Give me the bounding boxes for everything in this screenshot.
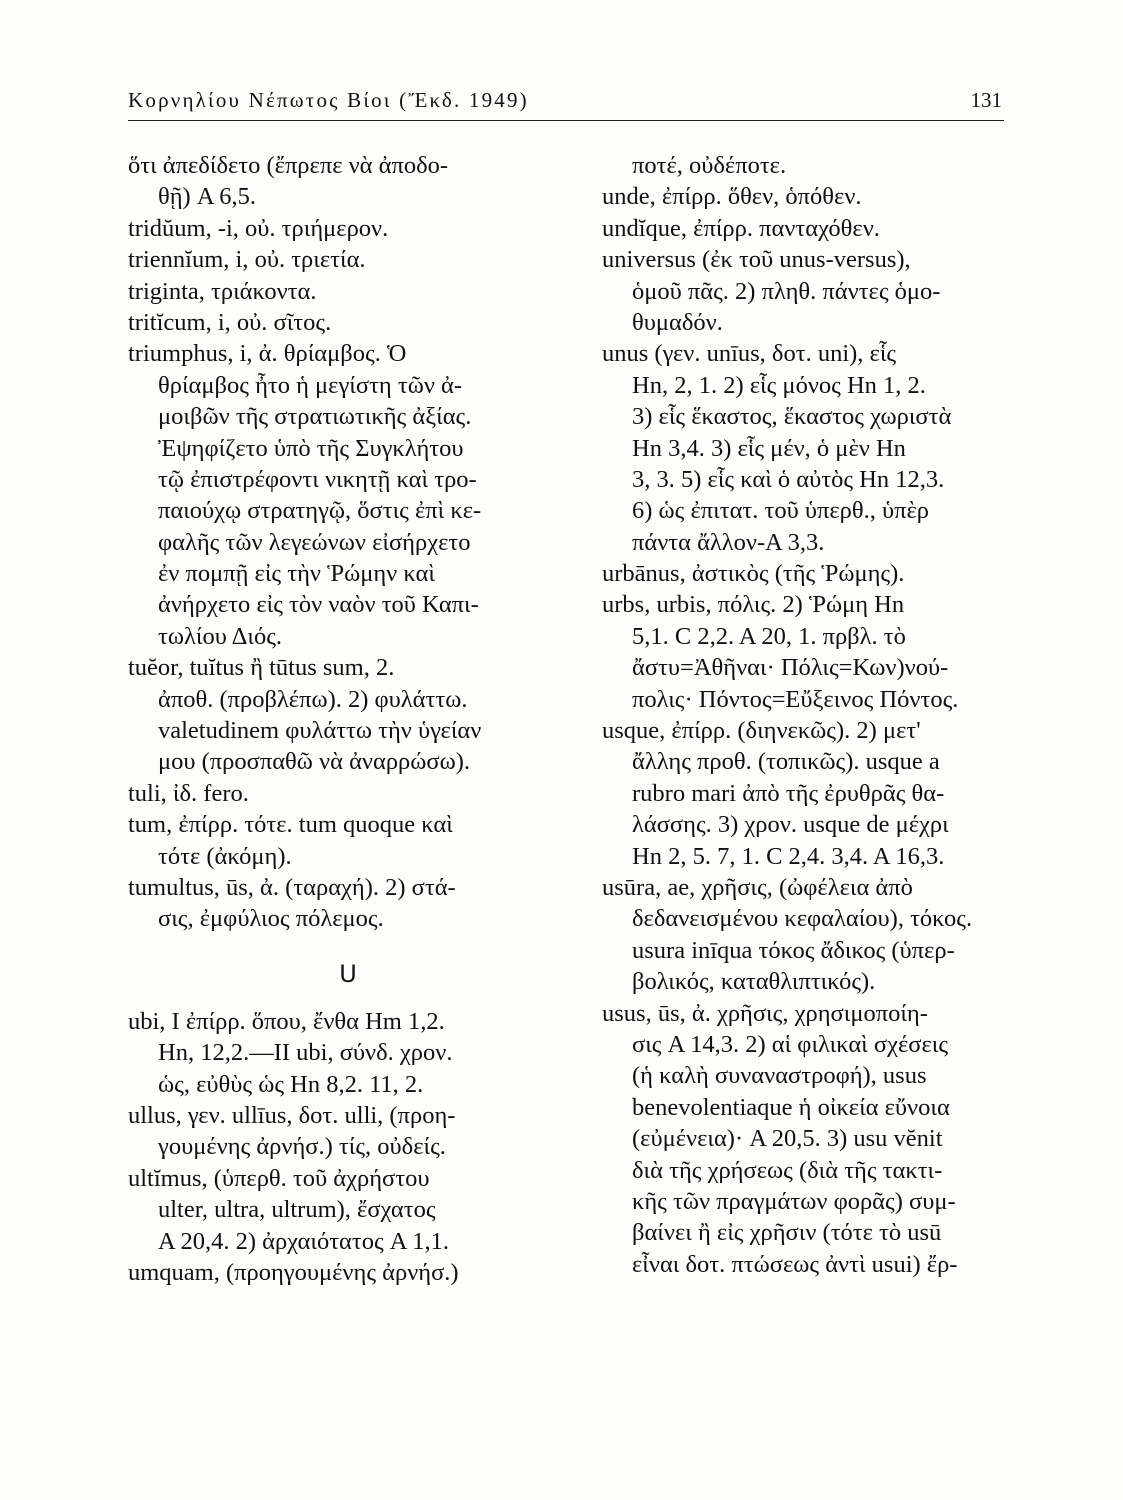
entry-line: γουμένης ἀρνήσ.) τίς, οὐδείς.	[158, 1133, 446, 1161]
entry-line: βαίνει ἢ εἰς χρῆσιν (τότε τὸ usū	[632, 1219, 942, 1247]
entry-line: triennĭum, i, οὐ. τριετία.	[128, 246, 366, 274]
entry-line: ἐν πομπῇ εἰς τὴν Ῥώμην καὶ	[158, 560, 435, 588]
entry-line: παιούχῳ στρατηγῷ, ὅστις ἐπὶ κε-	[158, 497, 482, 525]
entry-line: usura inīqua τόκος ἄδικος (ὑπερ-	[632, 936, 955, 964]
entry-line: usque, ἐπίρρ. (διηνεκῶς). 2) μετ'	[602, 717, 921, 745]
entry-line: tuĕor, tuĭtus ἢ tūtus sum, 2.	[128, 654, 395, 682]
entry-line: ἄστυ=Ἀθῆναι· Πόλις=Κων)νού-	[632, 654, 949, 682]
entry-line: πάντα ἄλλον-A 3,3.	[632, 528, 825, 556]
entry-line: ultĭmus, (ὑπερθ. τοῦ ἀχρήστου	[128, 1164, 430, 1192]
entry-line: urbānus, ἀστικὸς (τῆς Ῥώμης).	[602, 560, 905, 588]
entry-line: unus (γεν. unīus, δοτ. uni), εἷς	[602, 340, 897, 368]
entry-line: universus (ἐκ τοῦ unus-versus),	[602, 246, 911, 274]
entry-line: tridŭum, -i, οὐ. τριήμερον.	[128, 214, 389, 242]
entry-line: triumphus, i, ἀ. θρίαμβος. Ὁ	[128, 340, 407, 368]
entry-line: rubro mari ἀπὸ τῆς ἐρυθρᾶς θα-	[632, 779, 945, 807]
entry-line: ubi, I ἐπίρρ. ὅπου, ἔνθα Hm 1,2.	[128, 1007, 445, 1035]
entry-line: θῇ) A 6,5.	[158, 183, 257, 211]
entry-line: tritĭcum, i, οὐ. σῖτος.	[128, 308, 332, 336]
entry-line: Hn 3,4. 3) εἷς μέν, ὁ μὲν Hn	[632, 434, 906, 462]
entry-line: βολικός, καταθλιπτικός).	[632, 968, 876, 996]
entry-line: θρίαμβος ἦτο ἡ μεγίστη τῶν ἀ-	[158, 371, 463, 399]
entry-line: πολις· Πόντος=Εὔξεινος Πόντος.	[632, 685, 959, 713]
entry-line: undĭque, ἐπίρρ. πανταχόθεν.	[602, 214, 880, 242]
entry-line: δεδανεισμένου κεφαλαίου), τόκος.	[632, 905, 973, 933]
entry-line: urbs, urbis, πόλις. 2) Ῥώμη Hn	[602, 591, 905, 619]
entry-line: 6) ὡς ἐπιτατ. τοῦ ὑπερθ., ὑπὲρ	[632, 497, 930, 525]
entry-line: valetudinem φυλάττω τὴν ὑγείαν	[158, 717, 482, 745]
page-number: 131	[970, 88, 1002, 112]
entry-line: Hn, 2, 1. 2) εἷς μόνος Hn 1, 2.	[632, 371, 926, 399]
entry-line: σις A 14,3. 2) αἱ φιλικαὶ σχέσεις	[632, 1030, 949, 1058]
entry-line: triginta, τριάκοντα.	[128, 277, 317, 305]
entry-line: ὡς, εὐθὺς ὡς Hn 8,2. 11, 2.	[158, 1070, 424, 1098]
entry-line: Hn 2, 5. 7, 1. C 2,4. 3,4. A 16,3.	[632, 842, 945, 870]
entry-line: A 20,4. 2) ἀρχαιότατος A 1,1.	[158, 1227, 450, 1255]
entry-line: 3) εἷς ἕκαστος, ἕκαστος χωριστὰ	[632, 403, 952, 431]
entry-line: διὰ τῆς χρήσεως (διὰ τῆς τακτι-	[632, 1156, 943, 1184]
entry-line: unde, ἐπίρρ. ὅθεν, ὁπόθεν.	[602, 183, 862, 211]
right-column	[602, 150, 1008, 1280]
entry-line: τῷ ἐπιστρέφοντι νικητῇ καὶ τρο-	[158, 465, 477, 493]
entry-line: 3, 3. 5) εἷς καὶ ὁ αὐτὸς Hn 12,3.	[632, 465, 945, 493]
entry-line: ὁμοῦ πᾶς. 2) πληθ. πάντες ὁμο-	[632, 277, 941, 305]
entry-line: λάσσης. 3) χρον. usque de μέχρι	[632, 811, 949, 839]
entry-line: umquam, (προηγουμένης ἀρνήσ.)	[128, 1258, 459, 1286]
entry-line: Ἐψηφίζετο ὑπὸ τῆς Συγκλήτου	[158, 434, 464, 462]
entry-line: μου (προσπαθῶ νὰ ἀναρρώσω).	[158, 748, 471, 776]
left-column	[128, 150, 568, 1288]
entry-line: benevolentiaque ἡ οἰκεία εὔνοια	[632, 1093, 950, 1121]
entry-line: τωλίου Διός.	[158, 622, 283, 650]
running-header	[128, 86, 1004, 121]
entry-line: ποτέ, οὐδέποτε.	[632, 152, 787, 179]
section-letter: U	[339, 959, 357, 988]
entry-line: θυμαδόν.	[632, 308, 723, 336]
entry-line: σις, ἐμφύλιος πόλεμος.	[158, 905, 384, 933]
entry-line: ἀνήρχετο εἰς τὸν ναὸν τοῦ Καπι-	[158, 591, 479, 619]
entry-line: ὅτι ἀπεδίδετο (ἔπρεπε νὰ ἀποδο-	[128, 152, 449, 179]
entry-line: φαλῆς τῶν λεγεώνων εἰσήρχετο	[158, 528, 471, 556]
entry-line: tum, ἐπίρρ. τότε. tum quoque καὶ	[128, 811, 453, 839]
entry-line: tuli, ἰδ. fero.	[128, 779, 249, 807]
entry-line: Hn, 12,2.—II ubi, σύνδ. χρον.	[158, 1039, 453, 1067]
entry-line: ἀποθ. (προβλέπω). 2) φυλάττω.	[158, 685, 468, 713]
entry-line: τότε (ἀκόμη).	[158, 842, 292, 870]
entry-line: tumultus, ūs, ἀ. (ταραχή). 2) στά-	[128, 873, 456, 901]
entry-line: εἶναι δοτ. πτώσεως ἀντὶ usui) ἔρ-	[632, 1250, 958, 1278]
entry-line: μοιβῶν τῆς στρατιωτικῆς ἀξίας.	[158, 403, 472, 431]
entry-line: ulter, ultra, ultrum), ἔσχατος	[158, 1196, 436, 1224]
entry-line: (εὐμένεια)· A 20,5. 3) usu vĕnit	[632, 1125, 943, 1153]
entry-line: usus, ūs, ἀ. χρῆσις, χρησιμοποίη-	[602, 999, 928, 1027]
entry-line: κῆς τῶν πραγμάτων φορᾶς) συμ-	[632, 1187, 956, 1215]
header-title: Κορνηλίου Νέπωτος Βίοι (Ἔκδ. 1949)	[128, 88, 529, 112]
entry-line: ἄλλης προθ. (τοπικῶς). usque a	[632, 748, 940, 776]
entry-line: 5,1. C 2,2. A 20, 1. πρβλ. τὸ	[632, 622, 906, 650]
entry-line: (ἡ καλὴ συναναστροφή), usus	[632, 1062, 927, 1090]
entry-line: ullus, γεν. ullīus, δοτ. ulli, (προη-	[128, 1101, 456, 1129]
entry-line: usūra, ae, χρῆσις, (ὠφέλεια ἀπὸ	[602, 873, 913, 901]
